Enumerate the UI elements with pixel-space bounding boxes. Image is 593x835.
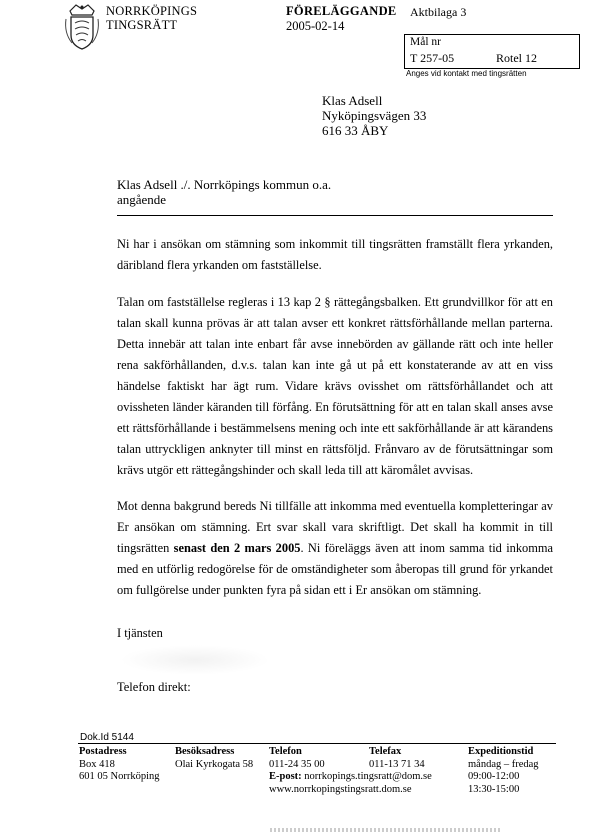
paragraph-3 — [117, 496, 553, 601]
scan-artifact — [270, 828, 500, 832]
recipient-street: Nyköpingsvägen 33 — [322, 108, 427, 123]
footer-phone-number: 011-24 35 00 — [269, 758, 325, 770]
subject-line1: Klas Adsell ./. Norrköpings kommun o.a. — [117, 177, 332, 192]
paragraph-1: Ni har i ansökan om stämning som inkommit till tingsrätten framställt flera yrkanden, däribland flera yrkanden om fastställelse. — [117, 237, 553, 272]
footer-website[interactable]: www.norrkopingstingsratt.dom.se — [269, 783, 412, 795]
case-number: T 257-05 — [410, 51, 455, 65]
signature-area — [120, 645, 270, 675]
recipient-address — [322, 93, 426, 138]
footer-divider — [78, 743, 556, 744]
court-name — [106, 4, 197, 32]
footer-email-line — [269, 771, 432, 784]
phone-direct-label: Telefon direkt: — [117, 680, 191, 694]
attachment-label: Aktbilaga 3 — [410, 5, 467, 19]
deadline-date: senast den 2 mars 2005 — [173, 541, 301, 555]
footer-postal-line2: 601 05 Norrköping — [79, 771, 160, 782]
recipient-postal: 616 33 ÅBY — [322, 123, 389, 138]
footer-visiting-line1: Olai Kyrkogata 58 — [175, 758, 254, 770]
footer-fax-number: 011-13 71 34 — [369, 758, 425, 770]
footer-email[interactable]: norrkopings.tingsratt@dom.se — [304, 771, 432, 782]
paragraph-2: Talan om fastställelse regleras i 13 kap 2 § rättegångsbalken. Ett grundvillkor för att en talan skall kunna prövas är att talan avser ett konkret rättsförhållande mellan parterna. Detta innebär att talan inte enbart får avse innebörden av gällande rätt och inte heller rena sakförhållanden, d.v.s. talan kan inte gå ut på ett konstaterande av att en viss händelse faktiskt har ägt rum. Vidare krävs ovisshet om rättsförhållandet och att ovissheten länder käranden till förfång. En förutsättning för att en talan skall anses avse ett rättsförhållande i bestämmelsens mening och inte ett sakförhållande är att kärandens talan uttryckligen anknyter till minst en rättsföljd. Frånvaro av de förutsättningar som krävs utgör ett rättegångshinder och skall leda till att käromålet avvisas. — [117, 295, 553, 477]
footer-hours-morning: 09:00-12:00 — [468, 771, 520, 782]
footer-email-label: E-post: — [269, 771, 302, 782]
footer-hours-afternoon: 13:30-15:00 — [468, 783, 520, 795]
court-name-line2: TINGSRÄTT — [106, 18, 178, 32]
subject-line2: angående — [117, 192, 167, 207]
closing-text: I tjänsten — [117, 626, 163, 640]
case-number-label: Mål nr — [410, 36, 441, 48]
rotel: Rotel 12 — [496, 51, 537, 65]
footer-fax — [369, 746, 425, 771]
footer-visiting-address — [175, 746, 253, 771]
paragraph-3-start: Mot denna bakgrund bereds Ni tillfälle att inkomma med eventuella kompletteringar av Er ansökan om stämning. Ert svar skall vara skriftligt. Det skall ha kommit in till tingsrätten — [117, 499, 553, 555]
court-crest-logo — [62, 3, 102, 53]
document-date: 2005-02-14 — [286, 19, 345, 33]
case-number-note: Anges vid kontakt med tingsrätten — [406, 69, 527, 78]
footer-phone-heading: Telefon — [269, 746, 302, 757]
court-name-line1: NORRKÖPINGS — [106, 4, 198, 18]
subject — [117, 177, 331, 207]
document-id: Dok.Id 5144 — [80, 732, 134, 743]
subject-divider — [117, 215, 553, 216]
footer-fax-heading: Telefax — [369, 746, 402, 757]
footer-hours-days: måndag – fredag — [468, 758, 539, 770]
footer-hours-heading: Expeditionstid — [468, 746, 534, 757]
document-type: FÖRELÄGGANDE — [286, 4, 397, 18]
footer-postal-line1: Box 418 — [79, 758, 115, 770]
recipient-name: Klas Adsell — [322, 93, 383, 108]
footer-postal-heading: Postadress — [79, 746, 127, 757]
footer-postal-address — [79, 746, 160, 784]
footer-visiting-heading: Besöksadress — [175, 746, 235, 757]
footer-office-hours — [468, 746, 539, 796]
paragraph-3-end: . Ni föreläggs även att inom samma tid inkomma med en utförlig redogörelse för de omständigheter som åberopas till grund för yrkandet om fullgörelse under punkten fyra på sidan ett i Er ansökan om stämning. — [117, 541, 553, 597]
